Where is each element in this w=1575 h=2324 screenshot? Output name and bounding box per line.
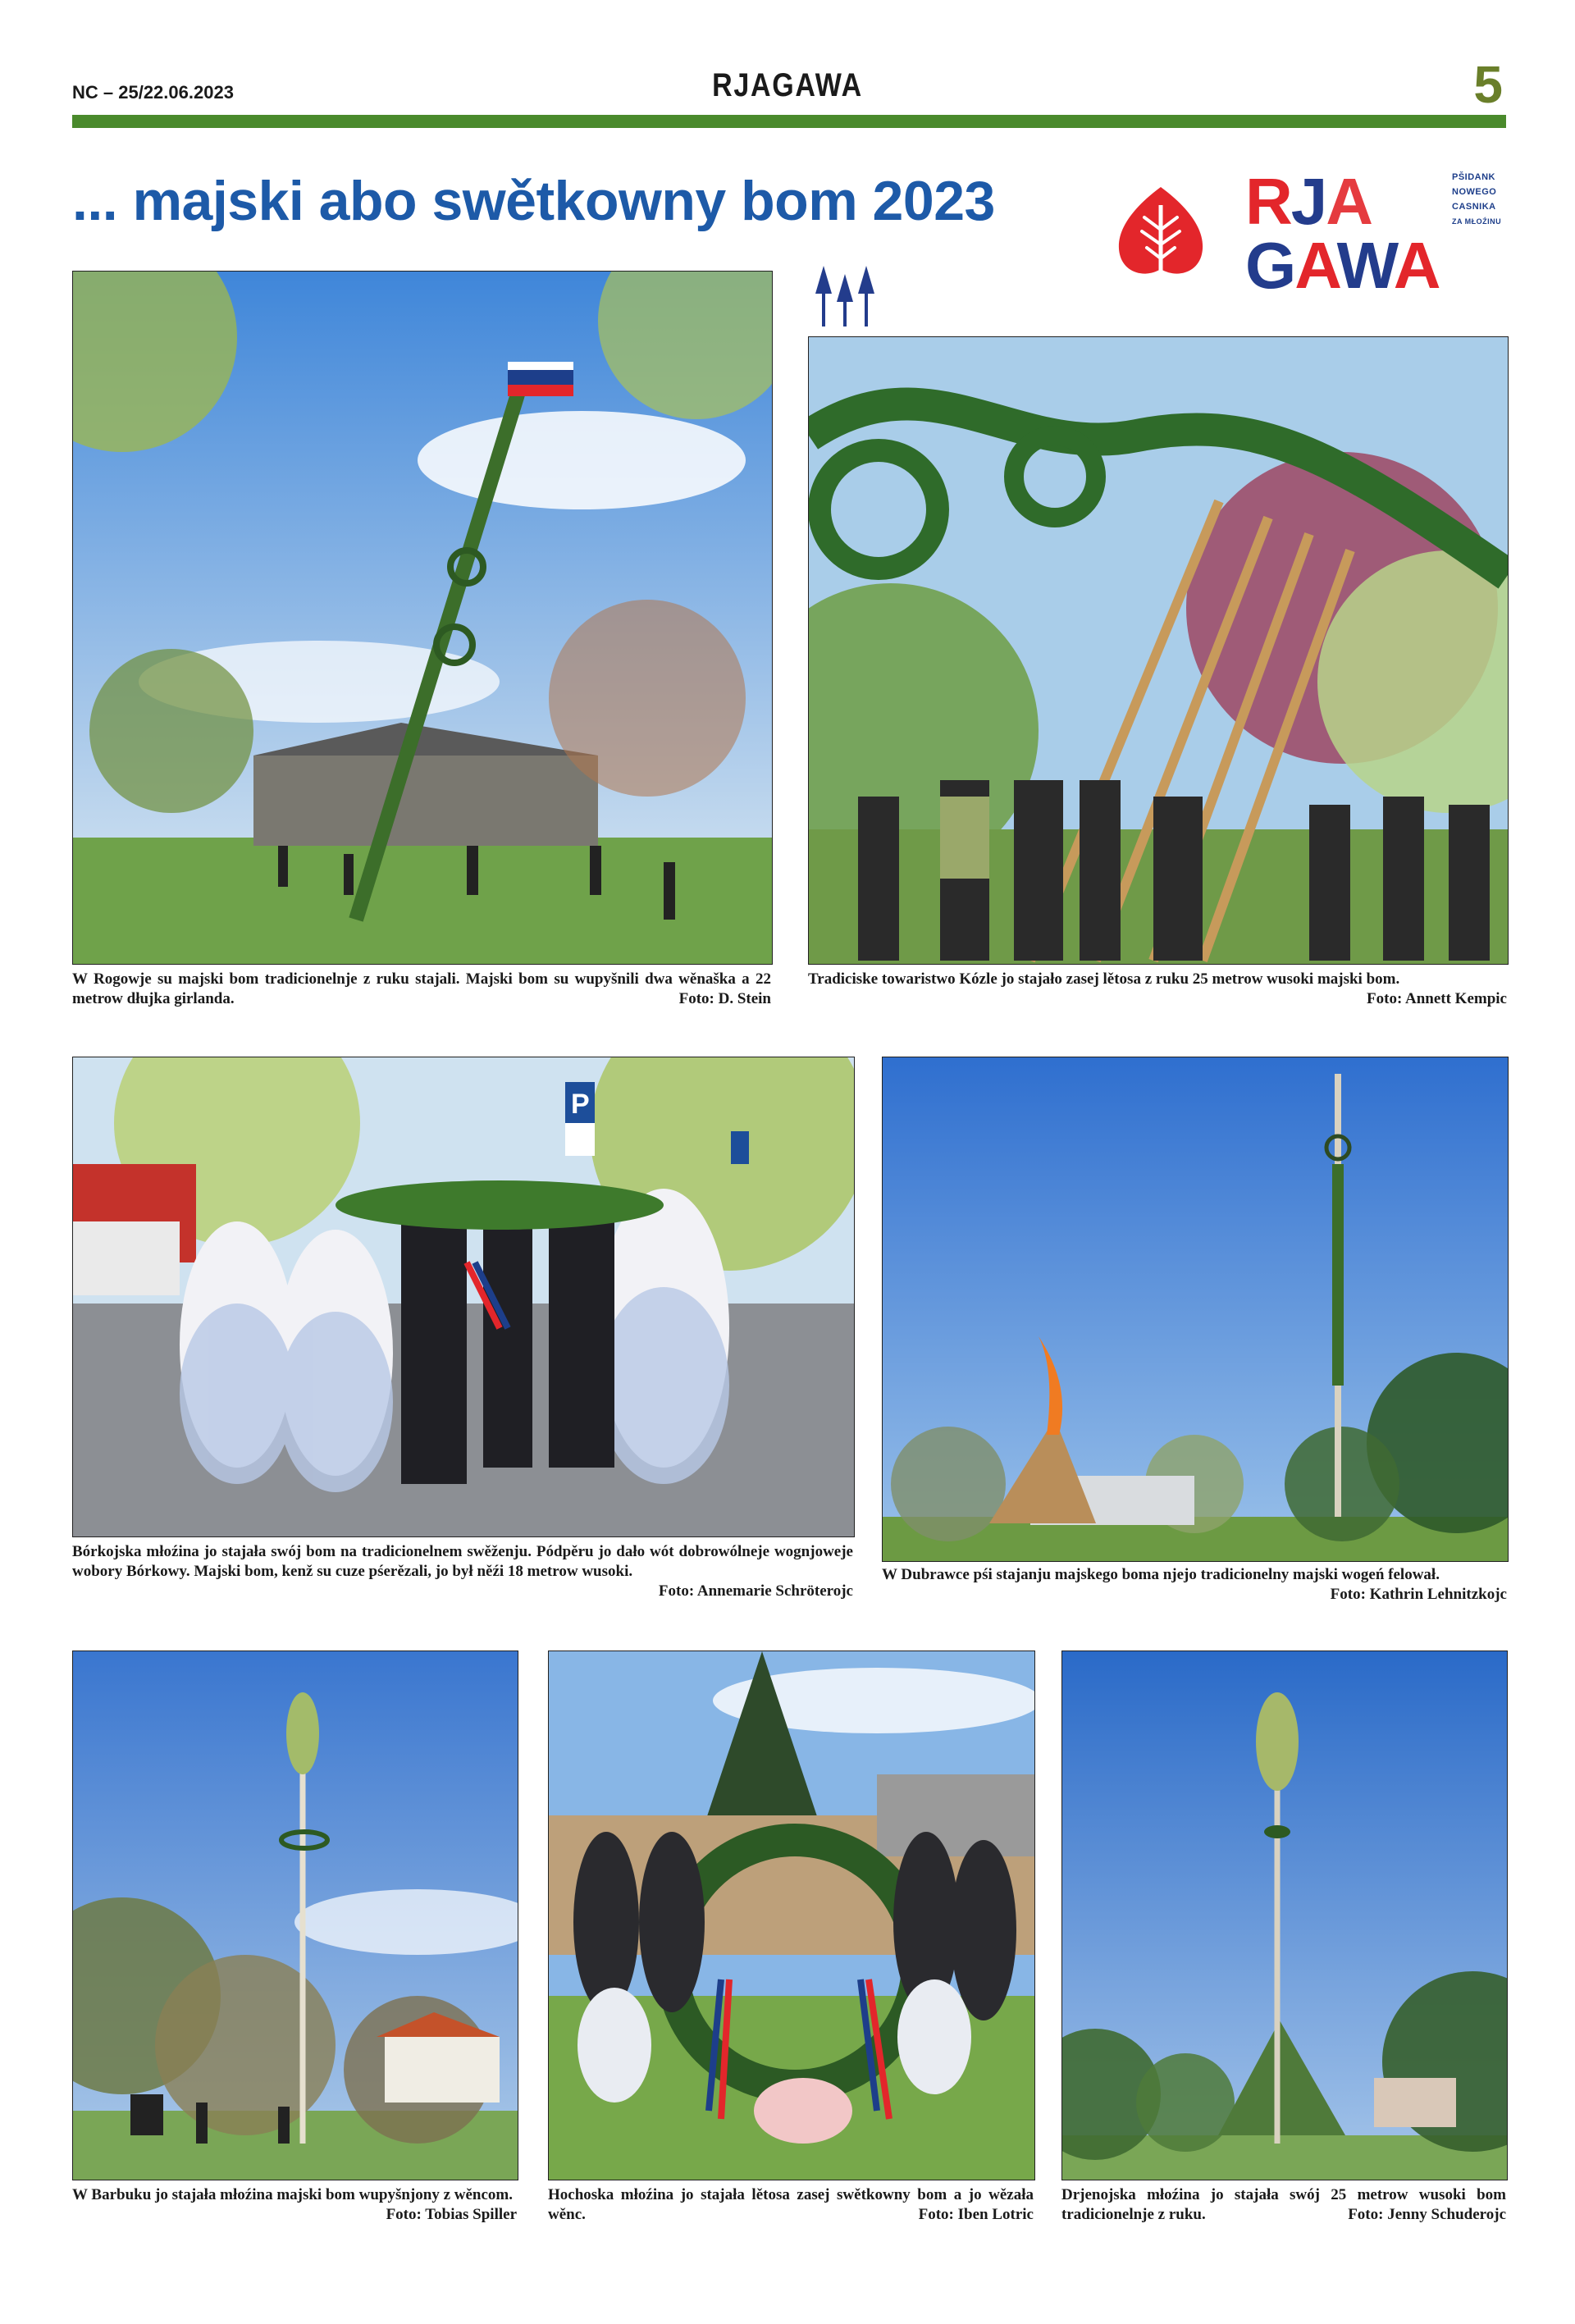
photo-kozle-maypole: [808, 336, 1509, 965]
header-rule: [72, 115, 1506, 128]
caption-dubrawka-text: W Dubrawce pśi stajanju majskego boma njejo tradicionelny majski wogeń felował.: [882, 1566, 1440, 1583]
credit-rogow: Foto: D. Stein: [678, 990, 771, 1007]
caption-kozle: [808, 970, 1507, 1009]
caption-rogow: [72, 970, 771, 1009]
leaf-logo-icon: [1107, 180, 1214, 291]
caption-borkowy: [72, 1542, 853, 1601]
logo-tagline-2: NOWEGO: [1452, 187, 1497, 197]
credit-borkowy: Foto: Annemarie Schröterojc: [658, 1582, 853, 1600]
caption-hochoza: [548, 2185, 1034, 2225]
caption-kozle-text: Tradiciske towaristwo Kózle jo stajało zasej lětosa z ruku 25 metrow wusoki majski bom.: [808, 970, 1400, 988]
credit-drjenow: Foto: Jenny Schuderojc: [1348, 2206, 1506, 2223]
credit-kozle: Foto: Annett Kempic: [1367, 990, 1507, 1007]
logo-tagline-3: CASNIKA: [1452, 202, 1496, 212]
photo-dubrawka-maypole: [882, 1057, 1509, 1562]
logo-tagline-4: ZA MŁOŹINU: [1452, 217, 1502, 226]
photo-hochoza-wreath: [548, 1651, 1035, 2180]
caption-rogow-text: W Rogowje su majski bom tradicionelnje z ruku stajali. Majski bom su wupyšnili dwa wěnaška a 22 metrow dłujka girlanda.: [72, 970, 771, 1007]
photo-borkowy-parade: [72, 1057, 855, 1537]
photo-barbuk-maypole: [72, 1651, 518, 2180]
caption-barbuk: [72, 2185, 517, 2225]
caption-drjenow-text: Drjenojska młoźina jo stajała swój 25 metrow wusoki bom tradicionelnje z ruku.: [1061, 2186, 1506, 2223]
page-number: 5: [1473, 55, 1503, 114]
credit-barbuk: Foto: Tobias Spiller: [386, 2206, 517, 2223]
section-title: RJAGAWA: [712, 67, 863, 103]
credit-dubrawka: Foto: Kathrin Lehnitzkojc: [1330, 1586, 1507, 1603]
rjagawa-logo: RJA GAWA PŠIDANK NOWEGO CASNIKA ZA MŁOŹINU: [1245, 165, 1502, 302]
credit-hochoza: Foto: Iben Lotric: [918, 2206, 1034, 2223]
logo-tagline-1: PŠIDANK: [1452, 172, 1496, 182]
svg-text:P: P: [571, 1089, 590, 1120]
caption-hochoza-text: Hochoska młoźina jo stajała lětosa zasej swětkowny bom a jo wězała wěnc.: [548, 2186, 1034, 2223]
photo-rogow-maypole: [72, 271, 773, 965]
caption-drjenow: [1061, 2185, 1506, 2225]
caption-borkowy-text: Bórkojska młoźina jo stajała swój bom na tradicionelnem swěženju. Pódpěru jo dało wót dobrowólneje wognjoweje wobory Bórkowy. Majski bom, kenž su cuze pśerězali, jo był něźi 18 metrow wusoki.: [72, 1543, 853, 1580]
issue-info: NC – 25/22.06.2023: [72, 82, 234, 103]
page-headline: ... majski abo swětkowny bom 2023: [72, 170, 995, 232]
caption-dubrawka: [882, 1565, 1507, 1605]
caption-barbuk-text: W Barbuku jo stajała młoźina majski bom wupyšnjony z wěncom.: [72, 2186, 513, 2203]
three-pine-trees-icon: [812, 264, 878, 334]
photo-drjenow-maypole: [1061, 1651, 1508, 2180]
